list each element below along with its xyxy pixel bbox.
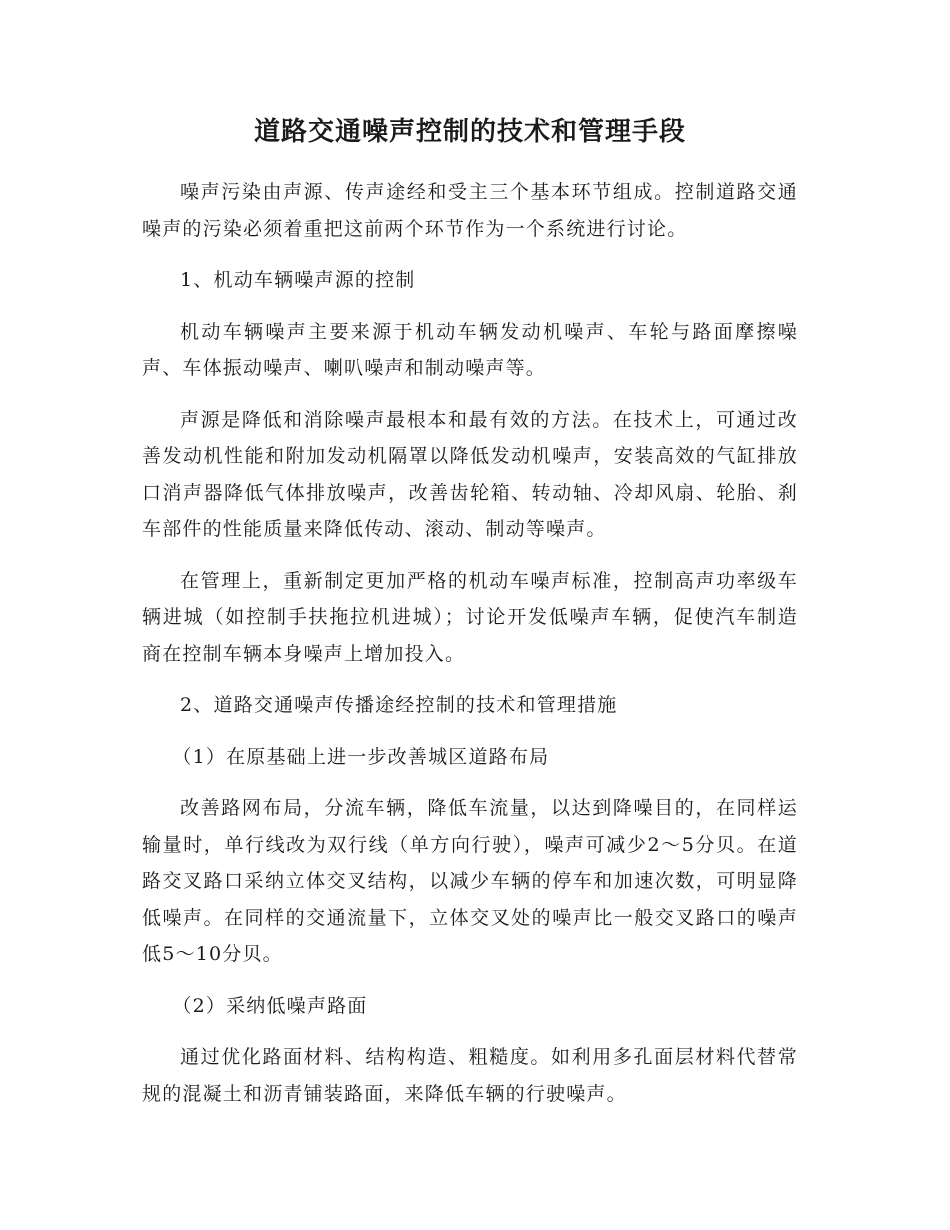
paragraph-technical-measures: 声源是降低和消除噪声最根本和最有效的方法。在技术上，可通过改善发动机性能和附加发动机隔罩以降低发动机噪声，安装高效的气缸排放口消声器降低气体排放噪声，改善齿轮箱、转动轴、冷却风扇、轮胎、刹车部件的性能质量来降低传动、滚动、制动等噪声。	[142, 408, 798, 540]
section-heading-1: 1、机动车辆噪声源的控制	[180, 269, 416, 291]
subsection-heading-2: （2）采纳低噪声路面	[172, 994, 368, 1017]
paragraph-road-layout: 改善路网布局，分流车辆，降低车流量，以达到降噪目的，在同样运输量时，单行线改为双行线（单方向行驶），噪声可减少2～5分贝。在道路交叉路口采纳立体交叉结构，以减少车辆的停车和加速次数，可明显降低噪声。在同样的交通流量下，立体交叉处的噪声比一般交叉路口的噪声低5～10分贝。	[142, 797, 798, 965]
document-page	[142, 108, 798, 1127]
paragraph-low-noise-pavement: 通过优化路面材料、结构构造、粗糙度。如利用多孔面层材料代替常规的混凝土和沥青铺装路面，来降低车辆的行驶噪声。	[142, 1046, 798, 1105]
subsection-heading-1: （1）在原基础上进一步改善城区道路布局	[172, 745, 550, 768]
paragraph-management-measures: 在管理上，重新制定更加严格的机动车噪声标准，控制高声功率级车辆进城（如控制手扶拖拉机进城）；讨论开发低噪声车辆，促使汽车制造商在控制车辆本身噪声上增加投入。	[142, 569, 798, 665]
paragraph-noise-sources: 机动车辆噪声主要来源于机动车辆发动机噪声、车轮与路面摩擦噪声、车体振动噪声、喇叭噪声和制动噪声等。	[142, 320, 798, 379]
section-heading-2: 2、道路交通噪声传播途经控制的技术和管理措施	[180, 694, 618, 716]
document-title: 道路交通噪声控制的技术和管理手段	[253, 117, 686, 147]
paragraph-intro: 噪声污染由声源、传声途经和受主三个基本环节组成。控制道路交通噪声的污染必须着重把这前两个环节作为一个系统进行讨论。	[142, 181, 798, 240]
